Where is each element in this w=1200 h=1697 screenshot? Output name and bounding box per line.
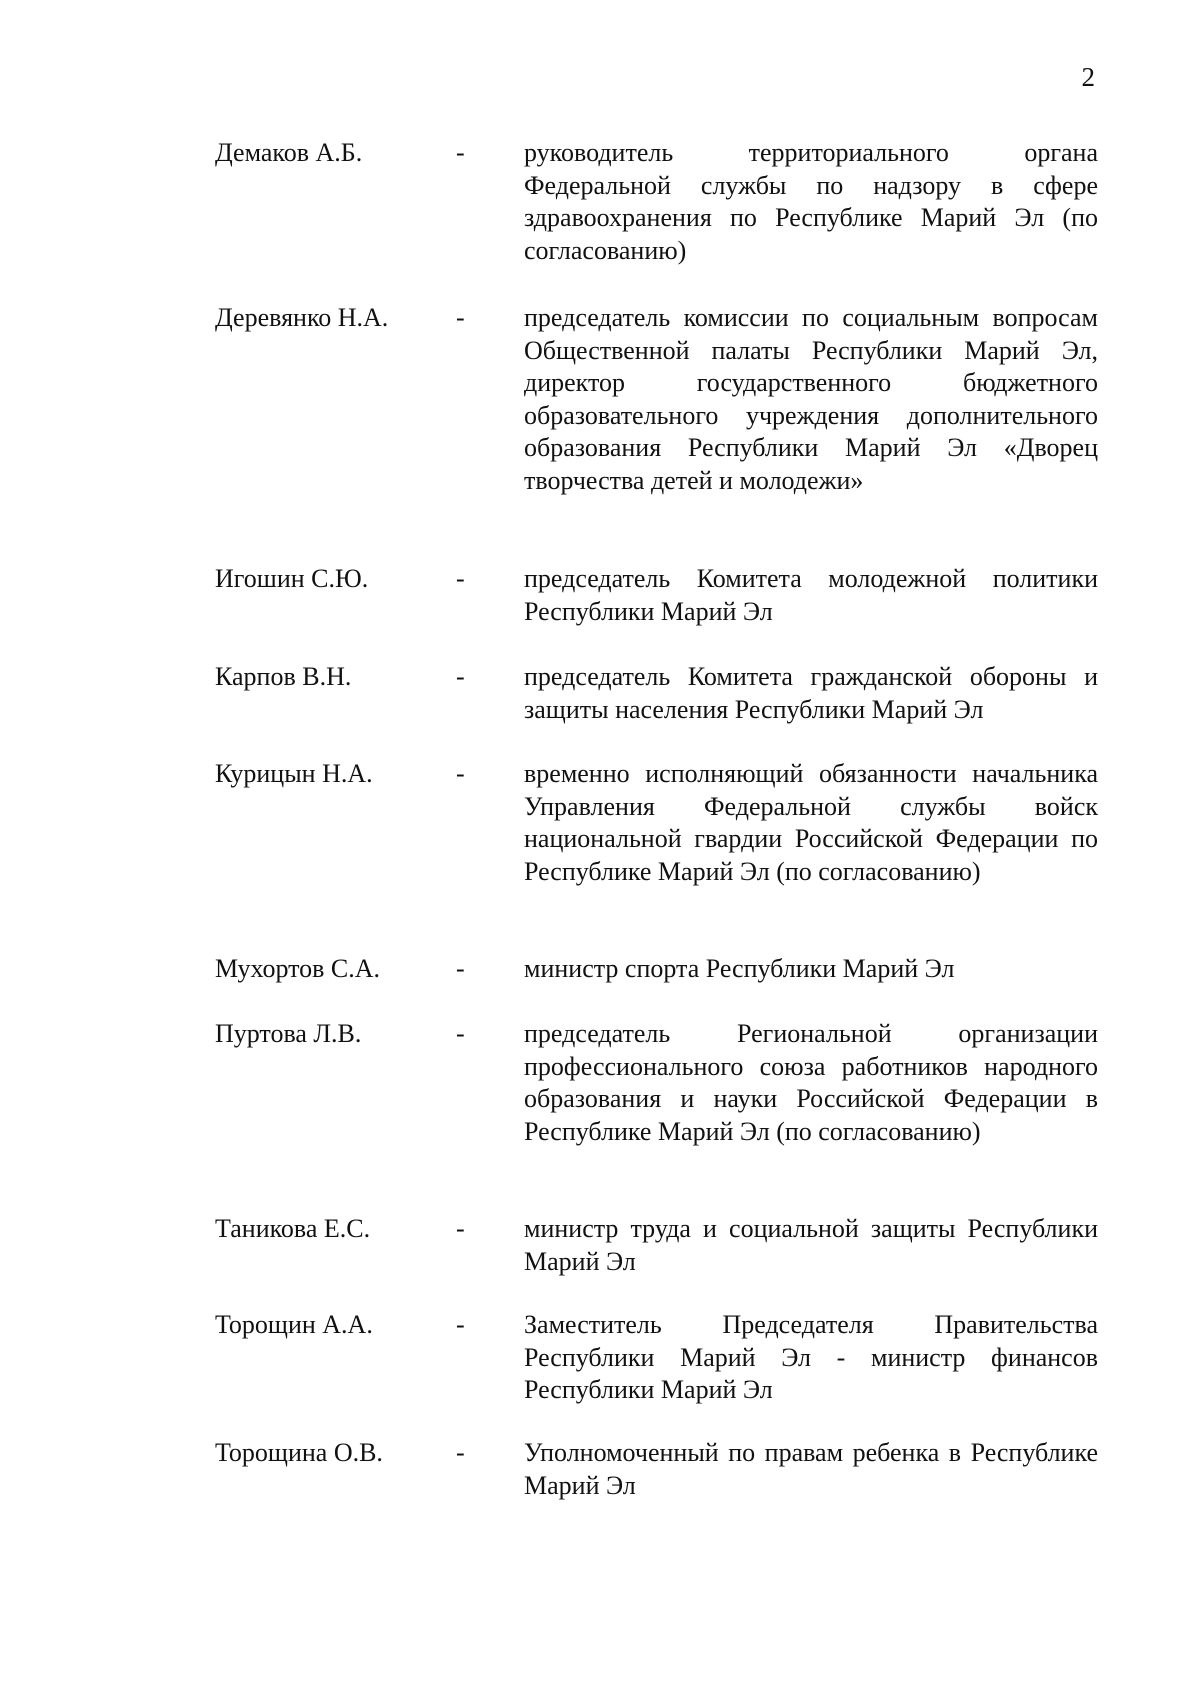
member-dash: - bbox=[456, 564, 465, 593]
member-name: Курицын Н.А. bbox=[215, 759, 373, 788]
member-position: Заместитель Председателя Правительства Республики Марий Эл - министр финансов Республики Марий Эл bbox=[524, 1310, 1098, 1405]
member-dash: - bbox=[456, 1214, 465, 1243]
member-position: председатель Региональной организации профессионального союза работников народного образования и науки Российской Федерации в Республике Марий Эл (по согласованию) bbox=[524, 1019, 1098, 1146]
member-name: Мухортов С.А. bbox=[215, 954, 381, 983]
member-dash: - bbox=[456, 662, 465, 691]
member-dash: - bbox=[456, 759, 465, 788]
member-name: Демаков А.Б. bbox=[215, 138, 363, 167]
member-name: Пуртова Л.В. bbox=[215, 1019, 362, 1048]
member-name: Торощин А.А. bbox=[215, 1310, 373, 1339]
member-dash: - bbox=[456, 954, 465, 983]
member-position: председатель Комитета молодежной политики Республики Марий Эл bbox=[524, 564, 1098, 626]
member-position: руководитель территориального органа Федеральной службы по надзору в сфере здравоохранения по Республике Марий Эл (по согласованию) bbox=[524, 138, 1098, 265]
member-dash: - bbox=[456, 303, 465, 332]
member-name: Таникова Е.С. bbox=[215, 1214, 371, 1243]
member-name: Игошин С.Ю. bbox=[215, 564, 369, 593]
member-dash: - bbox=[456, 1310, 465, 1339]
member-position: председатель комиссии по социальным вопросам Общественной палаты Республики Марий Эл, директор государственного бюджетного образовательного учреждения дополнительного образования Республики Марий Эл «Дворец творчества детей и молодежи» bbox=[524, 303, 1098, 495]
page-number: 2 bbox=[1081, 62, 1095, 92]
member-position: председатель Комитета гражданской обороны и защиты населения Республики Марий Эл bbox=[524, 662, 1098, 724]
member-position: Уполномоченный по правам ребенка в Республике Марий Эл bbox=[524, 1438, 1098, 1500]
member-name: Карпов В.Н. bbox=[215, 662, 352, 691]
member-dash: - bbox=[456, 1438, 465, 1467]
member-dash: - bbox=[456, 138, 465, 167]
member-name: Деревянко Н.А. bbox=[215, 303, 389, 332]
member-name: Торощина О.В. bbox=[215, 1438, 383, 1467]
member-position: временно исполняющий обязанности начальника Управления Федеральной службы войск национальной гвардии Российской Федерации по Республике Марий Эл (по согласованию) bbox=[524, 759, 1098, 886]
member-position: министр спорта Республики Марий Эл bbox=[524, 954, 955, 983]
member-dash: - bbox=[456, 1019, 465, 1048]
member-position: министр труда и социальной защиты Республики Марий Эл bbox=[524, 1214, 1098, 1276]
